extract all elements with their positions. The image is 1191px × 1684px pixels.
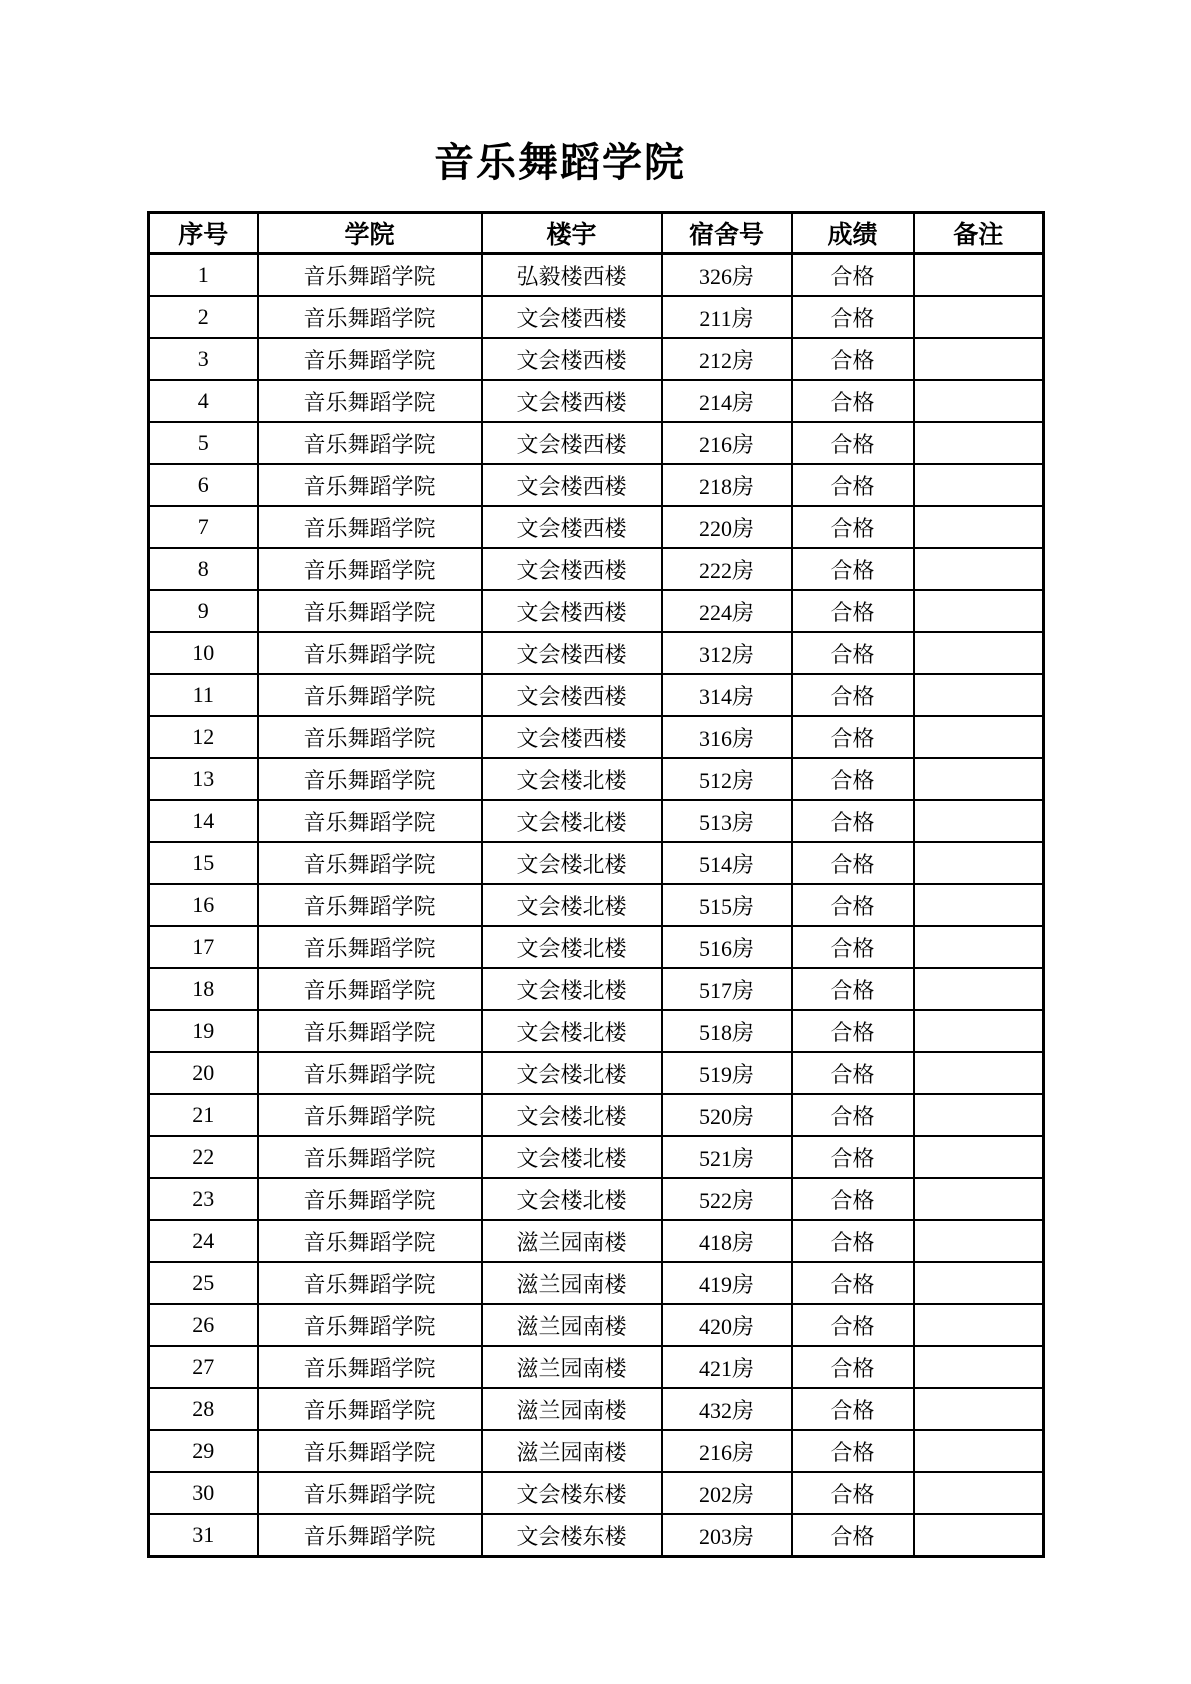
cell-score: 合格	[792, 716, 914, 758]
cell-remark	[914, 1010, 1044, 1052]
cell-serial-number: 17	[149, 926, 258, 968]
cell-score: 合格	[792, 1136, 914, 1178]
cell-dorm-number: 512房	[662, 758, 792, 800]
cell-remark	[914, 1094, 1044, 1136]
cell-college: 音乐舞蹈学院	[258, 884, 482, 926]
cell-score: 合格	[792, 1430, 914, 1472]
cell-score: 合格	[792, 464, 914, 506]
table-row	[149, 1262, 1044, 1304]
cell-serial-number: 24	[149, 1220, 258, 1262]
cell-serial-number: 5	[149, 422, 258, 464]
table-row	[149, 464, 1044, 506]
cell-college: 音乐舞蹈学院	[258, 926, 482, 968]
cell-score: 合格	[792, 884, 914, 926]
cell-college: 音乐舞蹈学院	[258, 506, 482, 548]
cell-college: 音乐舞蹈学院	[258, 1346, 482, 1388]
cell-building: 文会楼北楼	[482, 842, 662, 884]
cell-dorm-number: 216房	[662, 422, 792, 464]
cell-dorm-number: 420房	[662, 1304, 792, 1346]
table-row	[149, 1220, 1044, 1262]
cell-score: 合格	[792, 1346, 914, 1388]
cell-building: 文会楼西楼	[482, 632, 662, 674]
cell-dorm-number: 216房	[662, 1430, 792, 1472]
cell-dorm-number: 516房	[662, 926, 792, 968]
cell-building: 文会楼北楼	[482, 758, 662, 800]
cell-remark	[914, 464, 1044, 506]
cell-dorm-number: 513房	[662, 800, 792, 842]
table-row	[149, 1094, 1044, 1136]
cell-dorm-number: 421房	[662, 1346, 792, 1388]
cell-dorm-number: 222房	[662, 548, 792, 590]
cell-remark	[914, 506, 1044, 548]
cell-college: 音乐舞蹈学院	[258, 716, 482, 758]
cell-score: 合格	[792, 422, 914, 464]
cell-remark	[914, 1430, 1044, 1472]
cell-building: 文会楼北楼	[482, 1136, 662, 1178]
table-row	[149, 296, 1044, 338]
cell-remark	[914, 1262, 1044, 1304]
cell-building: 滋兰园南楼	[482, 1220, 662, 1262]
cell-serial-number: 26	[149, 1304, 258, 1346]
cell-dorm-number: 218房	[662, 464, 792, 506]
cell-dorm-number: 312房	[662, 632, 792, 674]
header-row	[149, 213, 1044, 254]
cell-dorm-number: 519房	[662, 1052, 792, 1094]
table-row	[149, 1178, 1044, 1220]
table-row	[149, 422, 1044, 464]
cell-remark	[914, 380, 1044, 422]
cell-building: 文会楼北楼	[482, 1010, 662, 1052]
cell-building: 文会楼西楼	[482, 296, 662, 338]
cell-college: 音乐舞蹈学院	[258, 1472, 482, 1514]
table-row	[149, 1136, 1044, 1178]
cell-remark	[914, 674, 1044, 716]
cell-serial-number: 21	[149, 1094, 258, 1136]
header-dorm-number: 宿舍号	[662, 213, 792, 254]
cell-college: 音乐舞蹈学院	[258, 380, 482, 422]
cell-score: 合格	[792, 800, 914, 842]
cell-college: 音乐舞蹈学院	[258, 590, 482, 632]
header-score: 成绩	[792, 213, 914, 254]
cell-serial-number: 14	[149, 800, 258, 842]
cell-serial-number: 16	[149, 884, 258, 926]
cell-college: 音乐舞蹈学院	[258, 758, 482, 800]
cell-serial-number: 3	[149, 338, 258, 380]
cell-building: 文会楼西楼	[482, 674, 662, 716]
cell-remark	[914, 548, 1044, 590]
cell-serial-number: 7	[149, 506, 258, 548]
cell-remark	[914, 968, 1044, 1010]
cell-score: 合格	[792, 254, 914, 297]
cell-building: 滋兰园南楼	[482, 1346, 662, 1388]
table-row	[149, 884, 1044, 926]
cell-dorm-number: 521房	[662, 1136, 792, 1178]
cell-dorm-number: 211房	[662, 296, 792, 338]
cell-serial-number: 19	[149, 1010, 258, 1052]
cell-college: 音乐舞蹈学院	[258, 1304, 482, 1346]
cell-college: 音乐舞蹈学院	[258, 296, 482, 338]
cell-remark	[914, 632, 1044, 674]
cell-remark	[914, 1136, 1044, 1178]
cell-college: 音乐舞蹈学院	[258, 1430, 482, 1472]
cell-dorm-number: 202房	[662, 1472, 792, 1514]
cell-dorm-number: 418房	[662, 1220, 792, 1262]
cell-building: 文会楼西楼	[482, 464, 662, 506]
cell-college: 音乐舞蹈学院	[258, 338, 482, 380]
table-row	[149, 1514, 1044, 1557]
cell-building: 文会楼西楼	[482, 380, 662, 422]
cell-college: 音乐舞蹈学院	[258, 1178, 482, 1220]
cell-building: 文会楼西楼	[482, 590, 662, 632]
cell-dorm-number: 517房	[662, 968, 792, 1010]
cell-serial-number: 6	[149, 464, 258, 506]
cell-remark	[914, 884, 1044, 926]
cell-remark	[914, 1178, 1044, 1220]
cell-serial-number: 9	[149, 590, 258, 632]
cell-dorm-number: 212房	[662, 338, 792, 380]
cell-serial-number: 18	[149, 968, 258, 1010]
cell-building: 滋兰园南楼	[482, 1262, 662, 1304]
cell-score: 合格	[792, 296, 914, 338]
cell-serial-number: 10	[149, 632, 258, 674]
cell-college: 音乐舞蹈学院	[258, 632, 482, 674]
table-row	[149, 926, 1044, 968]
cell-score: 合格	[792, 590, 914, 632]
table-row	[149, 716, 1044, 758]
cell-dorm-number: 203房	[662, 1514, 792, 1557]
cell-score: 合格	[792, 926, 914, 968]
cell-serial-number: 29	[149, 1430, 258, 1472]
cell-building: 文会楼北楼	[482, 1094, 662, 1136]
page-title: 音乐舞蹈学院	[434, 140, 686, 185]
cell-serial-number: 4	[149, 380, 258, 422]
cell-score: 合格	[792, 674, 914, 716]
cell-serial-number: 23	[149, 1178, 258, 1220]
header-remark: 备注	[914, 213, 1044, 254]
cell-college: 音乐舞蹈学院	[258, 800, 482, 842]
cell-serial-number: 2	[149, 296, 258, 338]
table-row	[149, 1304, 1044, 1346]
table-row	[149, 758, 1044, 800]
cell-score: 合格	[792, 1178, 914, 1220]
table-row	[149, 338, 1044, 380]
cell-building: 文会楼东楼	[482, 1514, 662, 1557]
cell-score: 合格	[792, 1388, 914, 1430]
cell-dorm-number: 224房	[662, 590, 792, 632]
cell-serial-number: 22	[149, 1136, 258, 1178]
cell-dorm-number: 432房	[662, 1388, 792, 1430]
cell-building: 文会楼东楼	[482, 1472, 662, 1514]
cell-remark	[914, 842, 1044, 884]
table-row	[149, 674, 1044, 716]
cell-building: 文会楼西楼	[482, 548, 662, 590]
cell-remark	[914, 338, 1044, 380]
cell-remark	[914, 1514, 1044, 1557]
cell-building: 文会楼北楼	[482, 926, 662, 968]
table-row	[149, 548, 1044, 590]
cell-building: 文会楼西楼	[482, 716, 662, 758]
cell-college: 音乐舞蹈学院	[258, 842, 482, 884]
cell-building: 滋兰园南楼	[482, 1304, 662, 1346]
cell-college: 音乐舞蹈学院	[258, 548, 482, 590]
cell-remark	[914, 296, 1044, 338]
dorm-check-table	[147, 211, 1045, 1558]
cell-score: 合格	[792, 1304, 914, 1346]
table-row	[149, 254, 1044, 297]
cell-score: 合格	[792, 758, 914, 800]
table-body	[149, 254, 1044, 1557]
header-serial-number: 序号	[149, 213, 258, 254]
cell-building: 滋兰园南楼	[482, 1430, 662, 1472]
cell-building: 文会楼西楼	[482, 506, 662, 548]
cell-score: 合格	[792, 1262, 914, 1304]
cell-dorm-number: 214房	[662, 380, 792, 422]
cell-score: 合格	[792, 1514, 914, 1557]
cell-college: 音乐舞蹈学院	[258, 1388, 482, 1430]
table-row	[149, 632, 1044, 674]
table-row	[149, 1430, 1044, 1472]
cell-dorm-number: 314房	[662, 674, 792, 716]
cell-dorm-number: 220房	[662, 506, 792, 548]
cell-dorm-number: 514房	[662, 842, 792, 884]
cell-building: 文会楼西楼	[482, 338, 662, 380]
cell-remark	[914, 1388, 1044, 1430]
cell-serial-number: 28	[149, 1388, 258, 1430]
cell-serial-number: 8	[149, 548, 258, 590]
cell-score: 合格	[792, 548, 914, 590]
cell-building: 文会楼北楼	[482, 884, 662, 926]
cell-remark	[914, 1346, 1044, 1388]
cell-college: 音乐舞蹈学院	[258, 1262, 482, 1304]
cell-college: 音乐舞蹈学院	[258, 422, 482, 464]
cell-score: 合格	[792, 1052, 914, 1094]
table-row	[149, 1388, 1044, 1430]
table-row	[149, 1472, 1044, 1514]
cell-building: 滋兰园南楼	[482, 1388, 662, 1430]
cell-score: 合格	[792, 1094, 914, 1136]
table-row	[149, 590, 1044, 632]
table-row	[149, 1346, 1044, 1388]
table-row	[149, 842, 1044, 884]
cell-dorm-number: 518房	[662, 1010, 792, 1052]
cell-score: 合格	[792, 338, 914, 380]
cell-score: 合格	[792, 1220, 914, 1262]
cell-building: 文会楼北楼	[482, 1178, 662, 1220]
cell-remark	[914, 1304, 1044, 1346]
table-row	[149, 800, 1044, 842]
cell-dorm-number: 419房	[662, 1262, 792, 1304]
cell-college: 音乐舞蹈学院	[258, 1220, 482, 1262]
cell-building: 文会楼北楼	[482, 968, 662, 1010]
cell-score: 合格	[792, 1010, 914, 1052]
cell-dorm-number: 316房	[662, 716, 792, 758]
cell-remark	[914, 758, 1044, 800]
cell-serial-number: 25	[149, 1262, 258, 1304]
header-college: 学院	[258, 213, 482, 254]
cell-college: 音乐舞蹈学院	[258, 1094, 482, 1136]
cell-college: 音乐舞蹈学院	[258, 1136, 482, 1178]
cell-serial-number: 27	[149, 1346, 258, 1388]
cell-building: 文会楼北楼	[482, 1052, 662, 1094]
cell-score: 合格	[792, 380, 914, 422]
cell-score: 合格	[792, 506, 914, 548]
cell-remark	[914, 254, 1044, 297]
header-building: 楼宇	[482, 213, 662, 254]
cell-score: 合格	[792, 1472, 914, 1514]
cell-college: 音乐舞蹈学院	[258, 674, 482, 716]
cell-serial-number: 1	[149, 254, 258, 297]
cell-college: 音乐舞蹈学院	[258, 1052, 482, 1094]
table-row	[149, 968, 1044, 1010]
table-row	[149, 506, 1044, 548]
table-row	[149, 380, 1044, 422]
cell-dorm-number: 522房	[662, 1178, 792, 1220]
cell-serial-number: 12	[149, 716, 258, 758]
cell-score: 合格	[792, 632, 914, 674]
cell-college: 音乐舞蹈学院	[258, 1514, 482, 1557]
cell-remark	[914, 422, 1044, 464]
cell-serial-number: 11	[149, 674, 258, 716]
cell-serial-number: 15	[149, 842, 258, 884]
cell-building: 文会楼北楼	[482, 800, 662, 842]
cell-college: 音乐舞蹈学院	[258, 1010, 482, 1052]
cell-dorm-number: 515房	[662, 884, 792, 926]
cell-score: 合格	[792, 968, 914, 1010]
cell-score: 合格	[792, 842, 914, 884]
cell-remark	[914, 926, 1044, 968]
cell-remark	[914, 1220, 1044, 1262]
cell-remark	[914, 1052, 1044, 1094]
cell-remark	[914, 1472, 1044, 1514]
cell-serial-number: 20	[149, 1052, 258, 1094]
cell-serial-number: 13	[149, 758, 258, 800]
cell-dorm-number: 520房	[662, 1094, 792, 1136]
cell-building: 文会楼西楼	[482, 422, 662, 464]
table-row	[149, 1010, 1044, 1052]
cell-college: 音乐舞蹈学院	[258, 968, 482, 1010]
cell-serial-number: 30	[149, 1472, 258, 1514]
table-row	[149, 1052, 1044, 1094]
cell-college: 音乐舞蹈学院	[258, 464, 482, 506]
cell-building: 弘毅楼西楼	[482, 254, 662, 297]
cell-remark	[914, 800, 1044, 842]
cell-college: 音乐舞蹈学院	[258, 254, 482, 297]
cell-remark	[914, 716, 1044, 758]
cell-remark	[914, 590, 1044, 632]
cell-dorm-number: 326房	[662, 254, 792, 297]
cell-serial-number: 31	[149, 1514, 258, 1557]
